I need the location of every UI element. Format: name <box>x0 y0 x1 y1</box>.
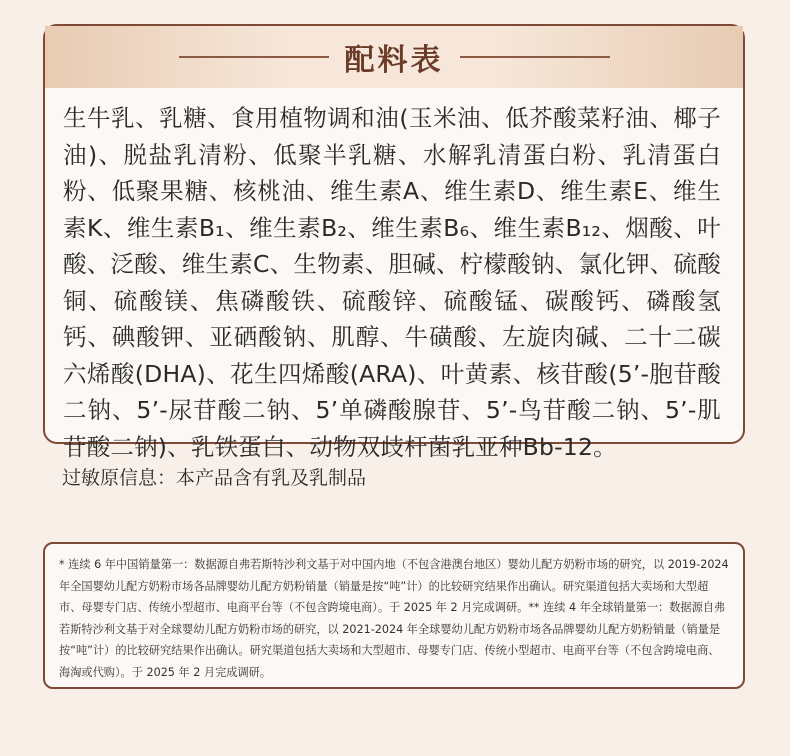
ingredients-card <box>43 24 745 461</box>
ingredients-list: 生牛乳、乳糖、食用植物调和油(玉米油、低芥酸菜籽油、椰子油)、脱盐乳清粉、低聚半乳糖、水解乳清蛋白粉、乳清蛋白粉、低聚果糖、核桃油、维生素A、维生素D、维生素E、维生素K、维生素B₁、维生素B₂、维生素B₆、维生素B₁₂、烟酸、叶酸、泛酸、维生素C、生物素、胆碱、柠檬酸钠、氯化钾、硫酸铜、硫酸镁、焦磷酸铁、硫酸锌、硫酸锰、碳酸钙、磷酸氢钙、碘酸钾、亚硒酸钠、肌醇、牛磺酸、左旋肉碱、二十二碳六烯酸(DHA)、花生四烯酸(ARA)、叶黄素、核苷酸(5’-胞苷酸二钠、5’-尿苷酸二钠、5’单磷酸腺苷、5’-鸟苷酸二钠、5’-肌苷酸二钠)、乳铁蛋白、动物双歧杆菌乳亚种Bb-12。 <box>63 104 721 461</box>
footnote-box <box>43 542 745 689</box>
footnote-text: * 连续 6 年中国销量第一：数据源自弗若斯特沙利文基于对中国内地（不包含港澳台地区）婴幼儿配方奶粉市场的研究，以 2019-2024 年全国婴幼儿配方奶粉市场各品牌婴幼儿配方奶粉销量（销量是按“吨”计）的比较研究结果作出确认。研究渠道包括大卖场和大型超市、母婴专门店、传统小型超市、电商平台等（不包含跨境电商）。于 2025 年 2 月完成调研。** 连续 4 年全球销量第一：数据源自弗若斯特沙利文基于对全球婴幼儿配方奶粉市场的研究，以 2021-2024 年全球婴幼儿配方奶粉市场各品牌婴幼儿配方奶粉销量（销量是按“吨”计）的比较研究结果作出确认。研究渠道包括大卖场和大型超市、母婴专门店、传统小型超市、电商平台等（不包含跨境电商、海淘或代购）。于 2025 年 2 月完成调研。 <box>59 558 729 679</box>
card-header <box>45 26 743 88</box>
allergen-info: 过敏原信息：本产品含有乳及乳制品 <box>62 467 367 489</box>
card-title: 配料表 <box>344 43 444 78</box>
header-divider-right <box>460 56 610 58</box>
header-divider-left <box>179 56 329 58</box>
